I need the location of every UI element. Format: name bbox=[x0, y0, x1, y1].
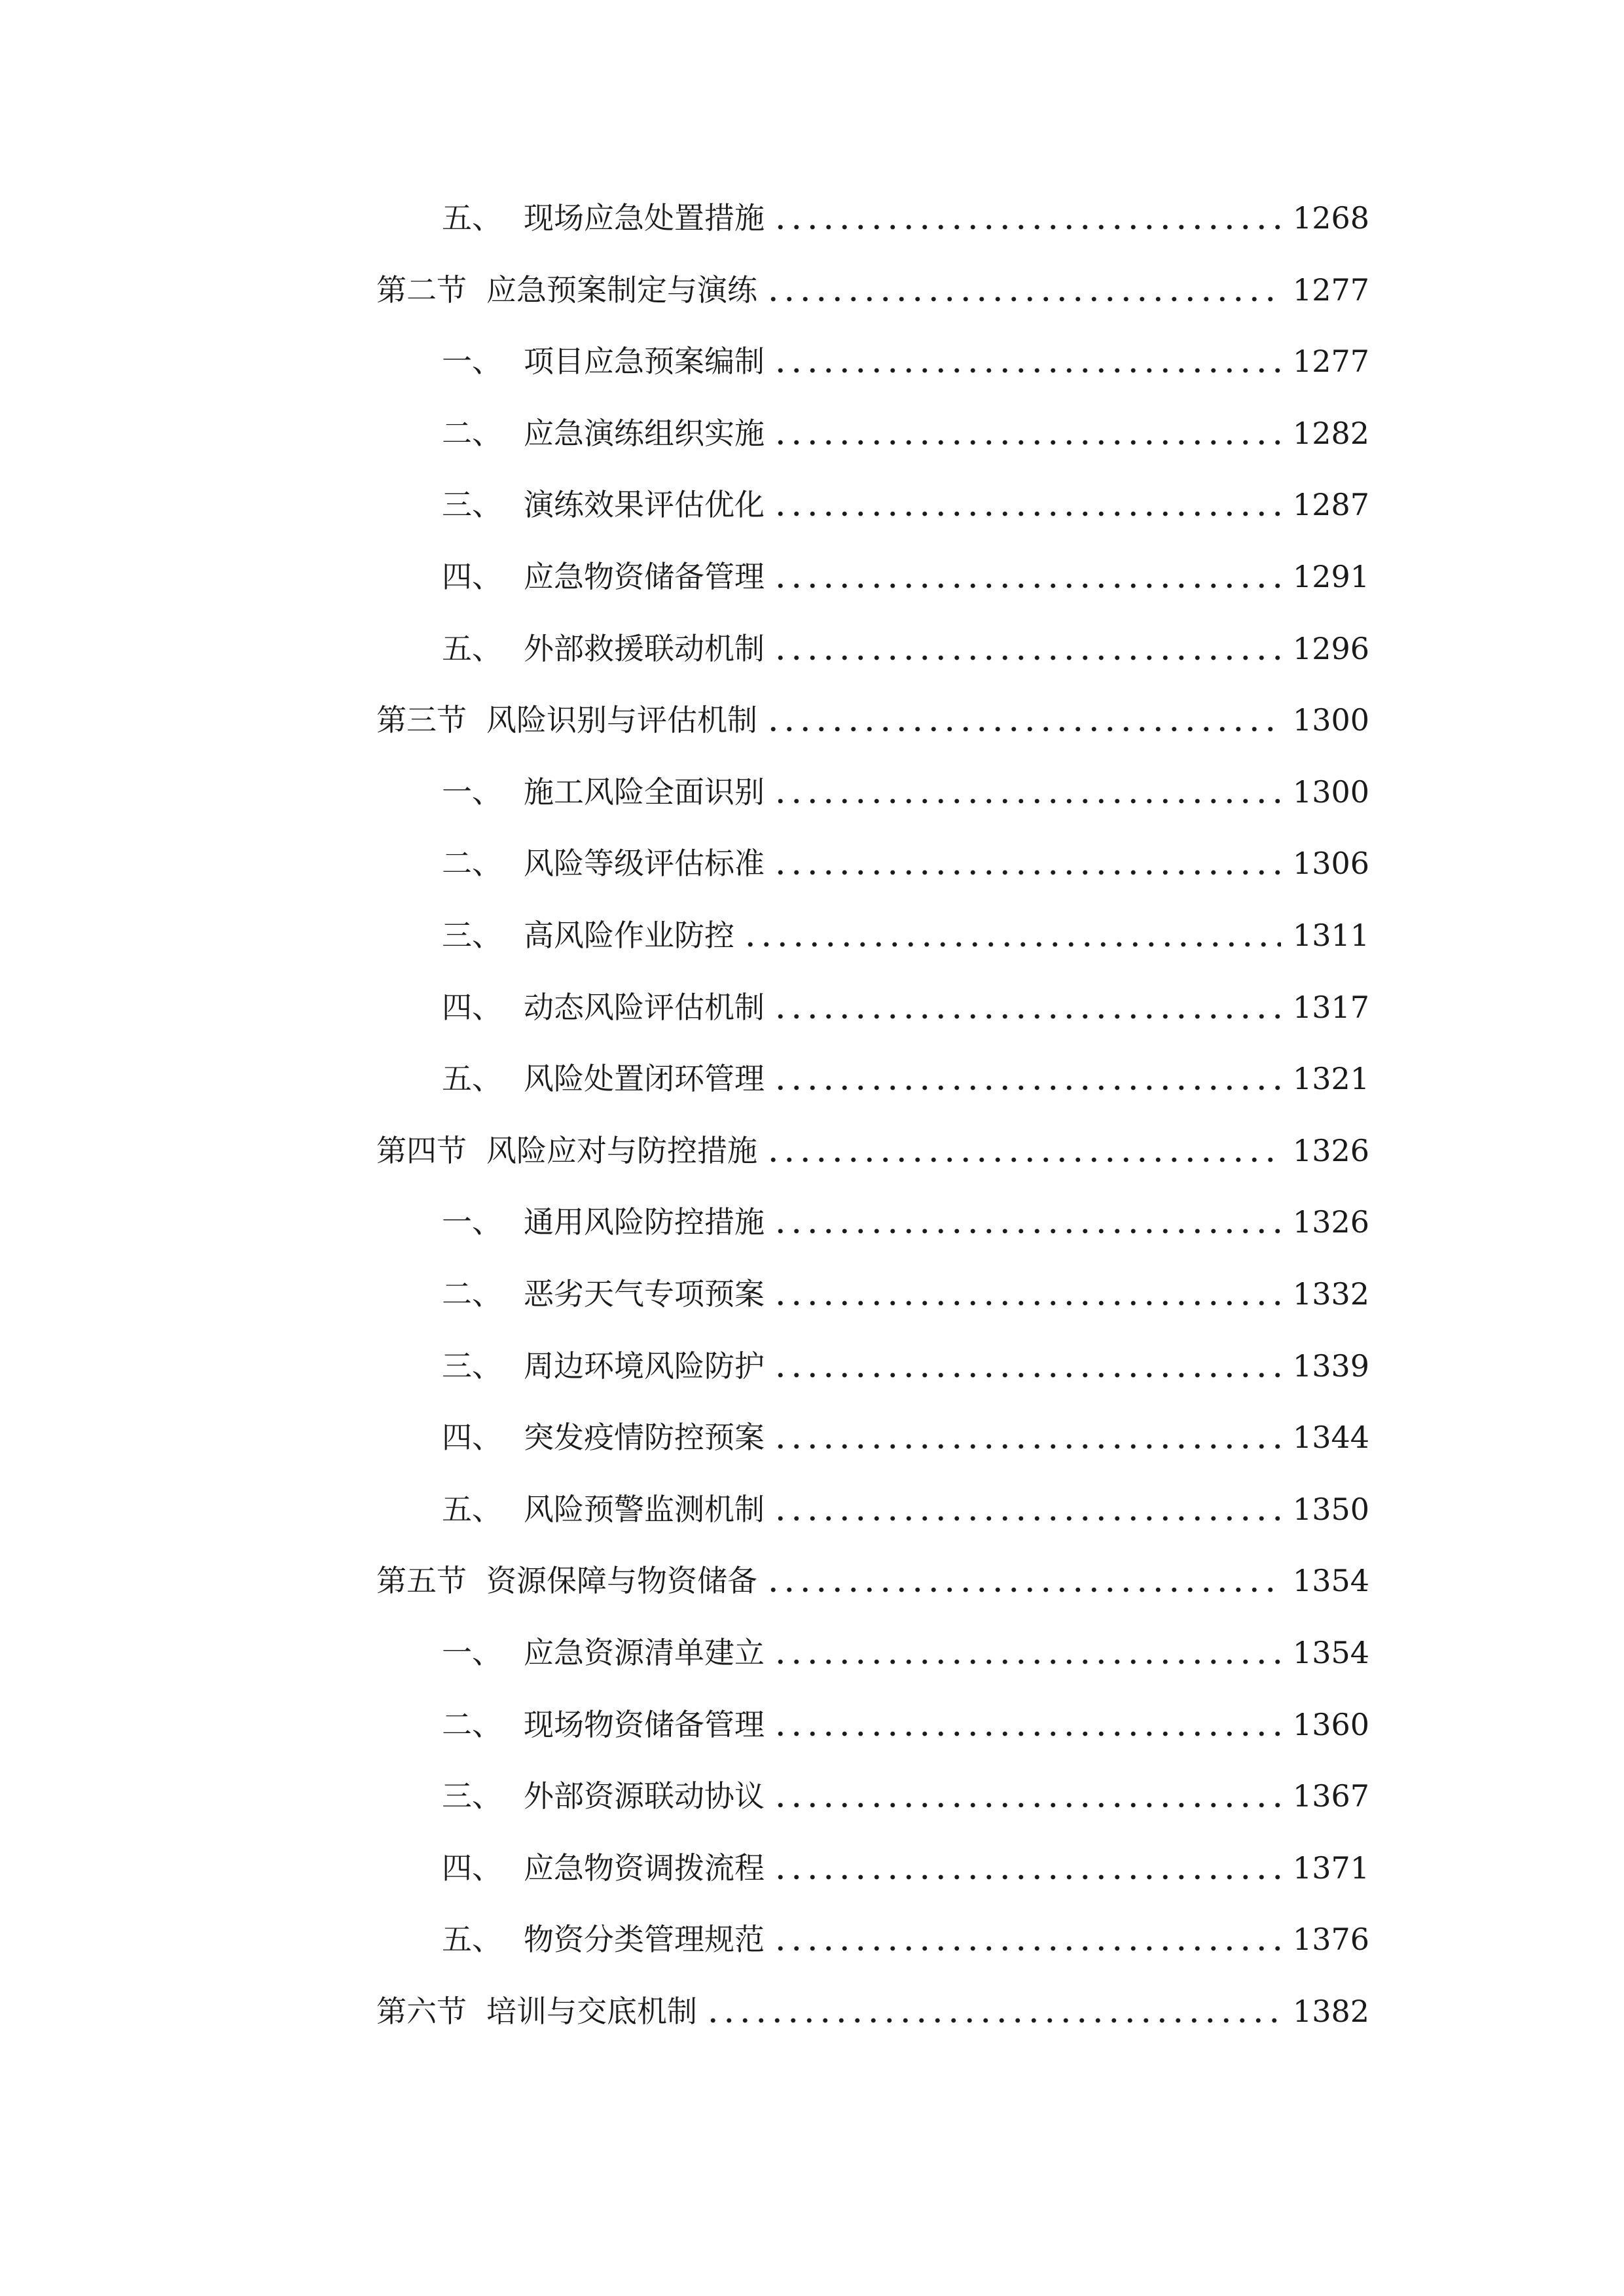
toc-subsection-entry[interactable] bbox=[442, 766, 1369, 818]
dot-leader bbox=[742, 931, 1281, 958]
toc-subsection-entry[interactable] bbox=[442, 1340, 1369, 1392]
dot-leader bbox=[765, 1577, 1281, 1603]
toc-subsection-entry[interactable] bbox=[442, 1626, 1369, 1679]
toc-subsection-entry[interactable] bbox=[442, 1770, 1369, 1822]
toc-subsection-entry[interactable] bbox=[442, 1698, 1369, 1751]
dot-leader bbox=[772, 1075, 1281, 1101]
toc-subsection-entry[interactable] bbox=[442, 550, 1369, 603]
toc-entry-number: 五、 bbox=[442, 200, 502, 236]
toc-entry-number: 二、 bbox=[442, 415, 502, 451]
toc-page-number: 1268 bbox=[1292, 200, 1369, 236]
dot-leader bbox=[772, 1721, 1281, 1747]
toc-entry-number: 第五节 bbox=[376, 1563, 467, 1599]
toc-entry-title: 风险处置闭环管理 bbox=[524, 1061, 765, 1097]
toc-page-number: 1321 bbox=[1292, 1061, 1369, 1097]
toc-entry-number: 一、 bbox=[442, 1635, 502, 1670]
dot-leader bbox=[772, 214, 1281, 240]
toc-page-number: 1354 bbox=[1292, 1635, 1369, 1670]
toc-entry-number: 三、 bbox=[442, 918, 502, 953]
toc-section-entry[interactable] bbox=[376, 264, 1369, 316]
toc-entry-title: 风险应对与防控措施 bbox=[486, 1132, 757, 1168]
toc-entry-title: 周边环境风险防护 bbox=[524, 1348, 765, 1384]
toc-entry-title: 应急物资储备管理 bbox=[524, 559, 765, 594]
dot-leader bbox=[772, 1218, 1281, 1244]
toc-page-number: 1311 bbox=[1292, 918, 1369, 953]
toc-entry-number: 四、 bbox=[442, 1420, 502, 1456]
toc-entry-number: 四、 bbox=[442, 1850, 502, 1886]
toc-entry-title: 通用风险防控措施 bbox=[524, 1204, 765, 1240]
toc-entry-title: 应急预案制定与演练 bbox=[486, 272, 757, 308]
dot-leader bbox=[765, 1147, 1281, 1173]
toc-entry-title: 外部救援联动机制 bbox=[524, 630, 765, 666]
toc-entry-number: 四、 bbox=[442, 989, 502, 1025]
toc-page-number: 1350 bbox=[1292, 1491, 1369, 1527]
dot-leader bbox=[772, 501, 1281, 527]
toc-entry-number: 一、 bbox=[442, 1204, 502, 1240]
toc-page-number: 1354 bbox=[1292, 1563, 1369, 1599]
toc-page-number: 1339 bbox=[1292, 1348, 1369, 1384]
toc-section-entry[interactable] bbox=[376, 1124, 1369, 1177]
toc-subsection-entry[interactable] bbox=[442, 478, 1369, 531]
dot-leader bbox=[772, 573, 1281, 599]
toc-entry-number: 三、 bbox=[442, 1348, 502, 1384]
dot-leader bbox=[765, 286, 1281, 312]
toc-page-number: 1376 bbox=[1292, 1922, 1369, 1958]
dot-leader bbox=[772, 788, 1281, 814]
toc-entry-title: 施工风险全面识别 bbox=[524, 774, 765, 810]
toc-entry-number: 四、 bbox=[442, 559, 502, 594]
toc-entry-number: 五、 bbox=[442, 1061, 502, 1097]
toc-subsection-entry[interactable] bbox=[442, 1483, 1369, 1535]
toc-page-number: 1317 bbox=[1292, 989, 1369, 1025]
dot-leader bbox=[772, 1290, 1281, 1316]
dot-leader bbox=[772, 1935, 1281, 1962]
toc-page-number: 1371 bbox=[1292, 1850, 1369, 1886]
toc-entry-number: 第四节 bbox=[376, 1132, 467, 1168]
toc-page-number: 1344 bbox=[1292, 1420, 1369, 1456]
toc-section-entry[interactable] bbox=[376, 1554, 1369, 1607]
toc-subsection-entry[interactable] bbox=[442, 407, 1369, 459]
toc-subsection-entry[interactable] bbox=[442, 622, 1369, 675]
dot-leader bbox=[772, 1649, 1281, 1675]
toc-page-number: 1360 bbox=[1292, 1706, 1369, 1742]
toc-entry-number: 三、 bbox=[442, 487, 502, 523]
toc-subsection-entry[interactable] bbox=[442, 192, 1369, 244]
toc-page-number: 1367 bbox=[1292, 1778, 1369, 1814]
toc-entry-number: 第二节 bbox=[376, 272, 467, 308]
dot-leader bbox=[772, 1864, 1281, 1890]
toc-entry-number: 二、 bbox=[442, 846, 502, 882]
toc-page-number: 1382 bbox=[1292, 1994, 1369, 2029]
dot-leader bbox=[772, 645, 1281, 671]
toc-entry-title: 高风险作业防控 bbox=[524, 918, 734, 953]
toc-entry-number: 二、 bbox=[442, 1706, 502, 1742]
toc-entry-title: 现场应急处置措施 bbox=[524, 200, 765, 236]
toc-entry-title: 应急物资调拨流程 bbox=[524, 1850, 765, 1886]
toc-page-number: 1282 bbox=[1292, 415, 1369, 451]
toc-entry-number: 一、 bbox=[442, 344, 502, 380]
dot-leader bbox=[772, 1433, 1281, 1460]
toc-entry-title: 培训与交底机制 bbox=[486, 1994, 697, 2029]
toc-section-entry[interactable] bbox=[376, 1985, 1369, 2037]
toc-subsection-entry[interactable] bbox=[442, 1913, 1369, 1965]
toc-entry-title: 应急资源清单建立 bbox=[524, 1635, 765, 1670]
toc-entry-title: 物资分类管理规范 bbox=[524, 1922, 765, 1958]
dot-leader bbox=[772, 859, 1281, 886]
toc-subsection-entry[interactable] bbox=[442, 981, 1369, 1033]
dot-leader bbox=[772, 1792, 1281, 1818]
toc-page-number: 1300 bbox=[1292, 774, 1369, 810]
toc-subsection-entry[interactable] bbox=[442, 1842, 1369, 1894]
toc-entry-title: 风险预警监测机制 bbox=[524, 1491, 765, 1527]
toc-entry-title: 项目应急预案编制 bbox=[524, 344, 765, 380]
toc-subsection-entry[interactable] bbox=[442, 1411, 1369, 1463]
dot-leader bbox=[772, 1003, 1281, 1030]
toc-page-number: 1277 bbox=[1292, 344, 1369, 380]
dot-leader bbox=[772, 1362, 1281, 1388]
dot-leader bbox=[772, 357, 1281, 384]
toc-entry-title: 资源保障与物资储备 bbox=[486, 1563, 757, 1599]
toc-page-number: 1306 bbox=[1292, 846, 1369, 882]
toc-entry-number: 一、 bbox=[442, 774, 502, 810]
toc-section-entry[interactable] bbox=[376, 694, 1369, 746]
toc-entry-title: 风险识别与评估机制 bbox=[486, 702, 757, 738]
toc-page-number: 1291 bbox=[1292, 559, 1369, 594]
dot-leader bbox=[772, 1505, 1281, 1532]
toc-entry-number: 第三节 bbox=[376, 702, 467, 738]
toc-entry-number: 五、 bbox=[442, 1922, 502, 1958]
toc-entry-title: 动态风险评估机制 bbox=[524, 989, 765, 1025]
toc-entry-title: 应急演练组织实施 bbox=[524, 415, 765, 451]
dot-leader bbox=[772, 429, 1281, 456]
toc-page-number: 1277 bbox=[1292, 272, 1369, 308]
toc-entry-number: 二、 bbox=[442, 1276, 502, 1312]
toc-page-number: 1326 bbox=[1292, 1132, 1369, 1168]
toc-entry-number: 五、 bbox=[442, 1491, 502, 1527]
toc-page-number: 1300 bbox=[1292, 702, 1369, 738]
toc-subsection-entry[interactable] bbox=[442, 1196, 1369, 1248]
toc-entry-title: 演练效果评估优化 bbox=[524, 487, 765, 523]
toc-entry-title: 突发疫情防控预案 bbox=[524, 1420, 765, 1456]
toc-page-number: 1326 bbox=[1292, 1204, 1369, 1240]
dot-leader bbox=[765, 716, 1281, 742]
toc-entry-title: 恶劣天气专项预案 bbox=[524, 1276, 765, 1312]
toc-entry-title: 现场物资储备管理 bbox=[524, 1706, 765, 1742]
toc-entry-title: 外部资源联动协议 bbox=[524, 1778, 765, 1814]
toc-page-number: 1287 bbox=[1292, 487, 1369, 523]
toc-entry-number: 三、 bbox=[442, 1778, 502, 1814]
toc-subsection-entry[interactable] bbox=[442, 1268, 1369, 1320]
toc-subsection-entry[interactable] bbox=[442, 1052, 1369, 1105]
toc-entry-number: 五、 bbox=[442, 630, 502, 666]
toc-page-number: 1296 bbox=[1292, 630, 1369, 666]
toc-entry-title: 风险等级评估标准 bbox=[524, 846, 765, 882]
toc-subsection-entry[interactable] bbox=[442, 335, 1369, 387]
toc-subsection-entry[interactable] bbox=[442, 909, 1369, 961]
toc-page-number: 1332 bbox=[1292, 1276, 1369, 1312]
dot-leader bbox=[705, 2007, 1281, 2034]
toc-entry-number: 第六节 bbox=[376, 1994, 467, 2029]
toc-subsection-entry[interactable] bbox=[442, 837, 1369, 889]
